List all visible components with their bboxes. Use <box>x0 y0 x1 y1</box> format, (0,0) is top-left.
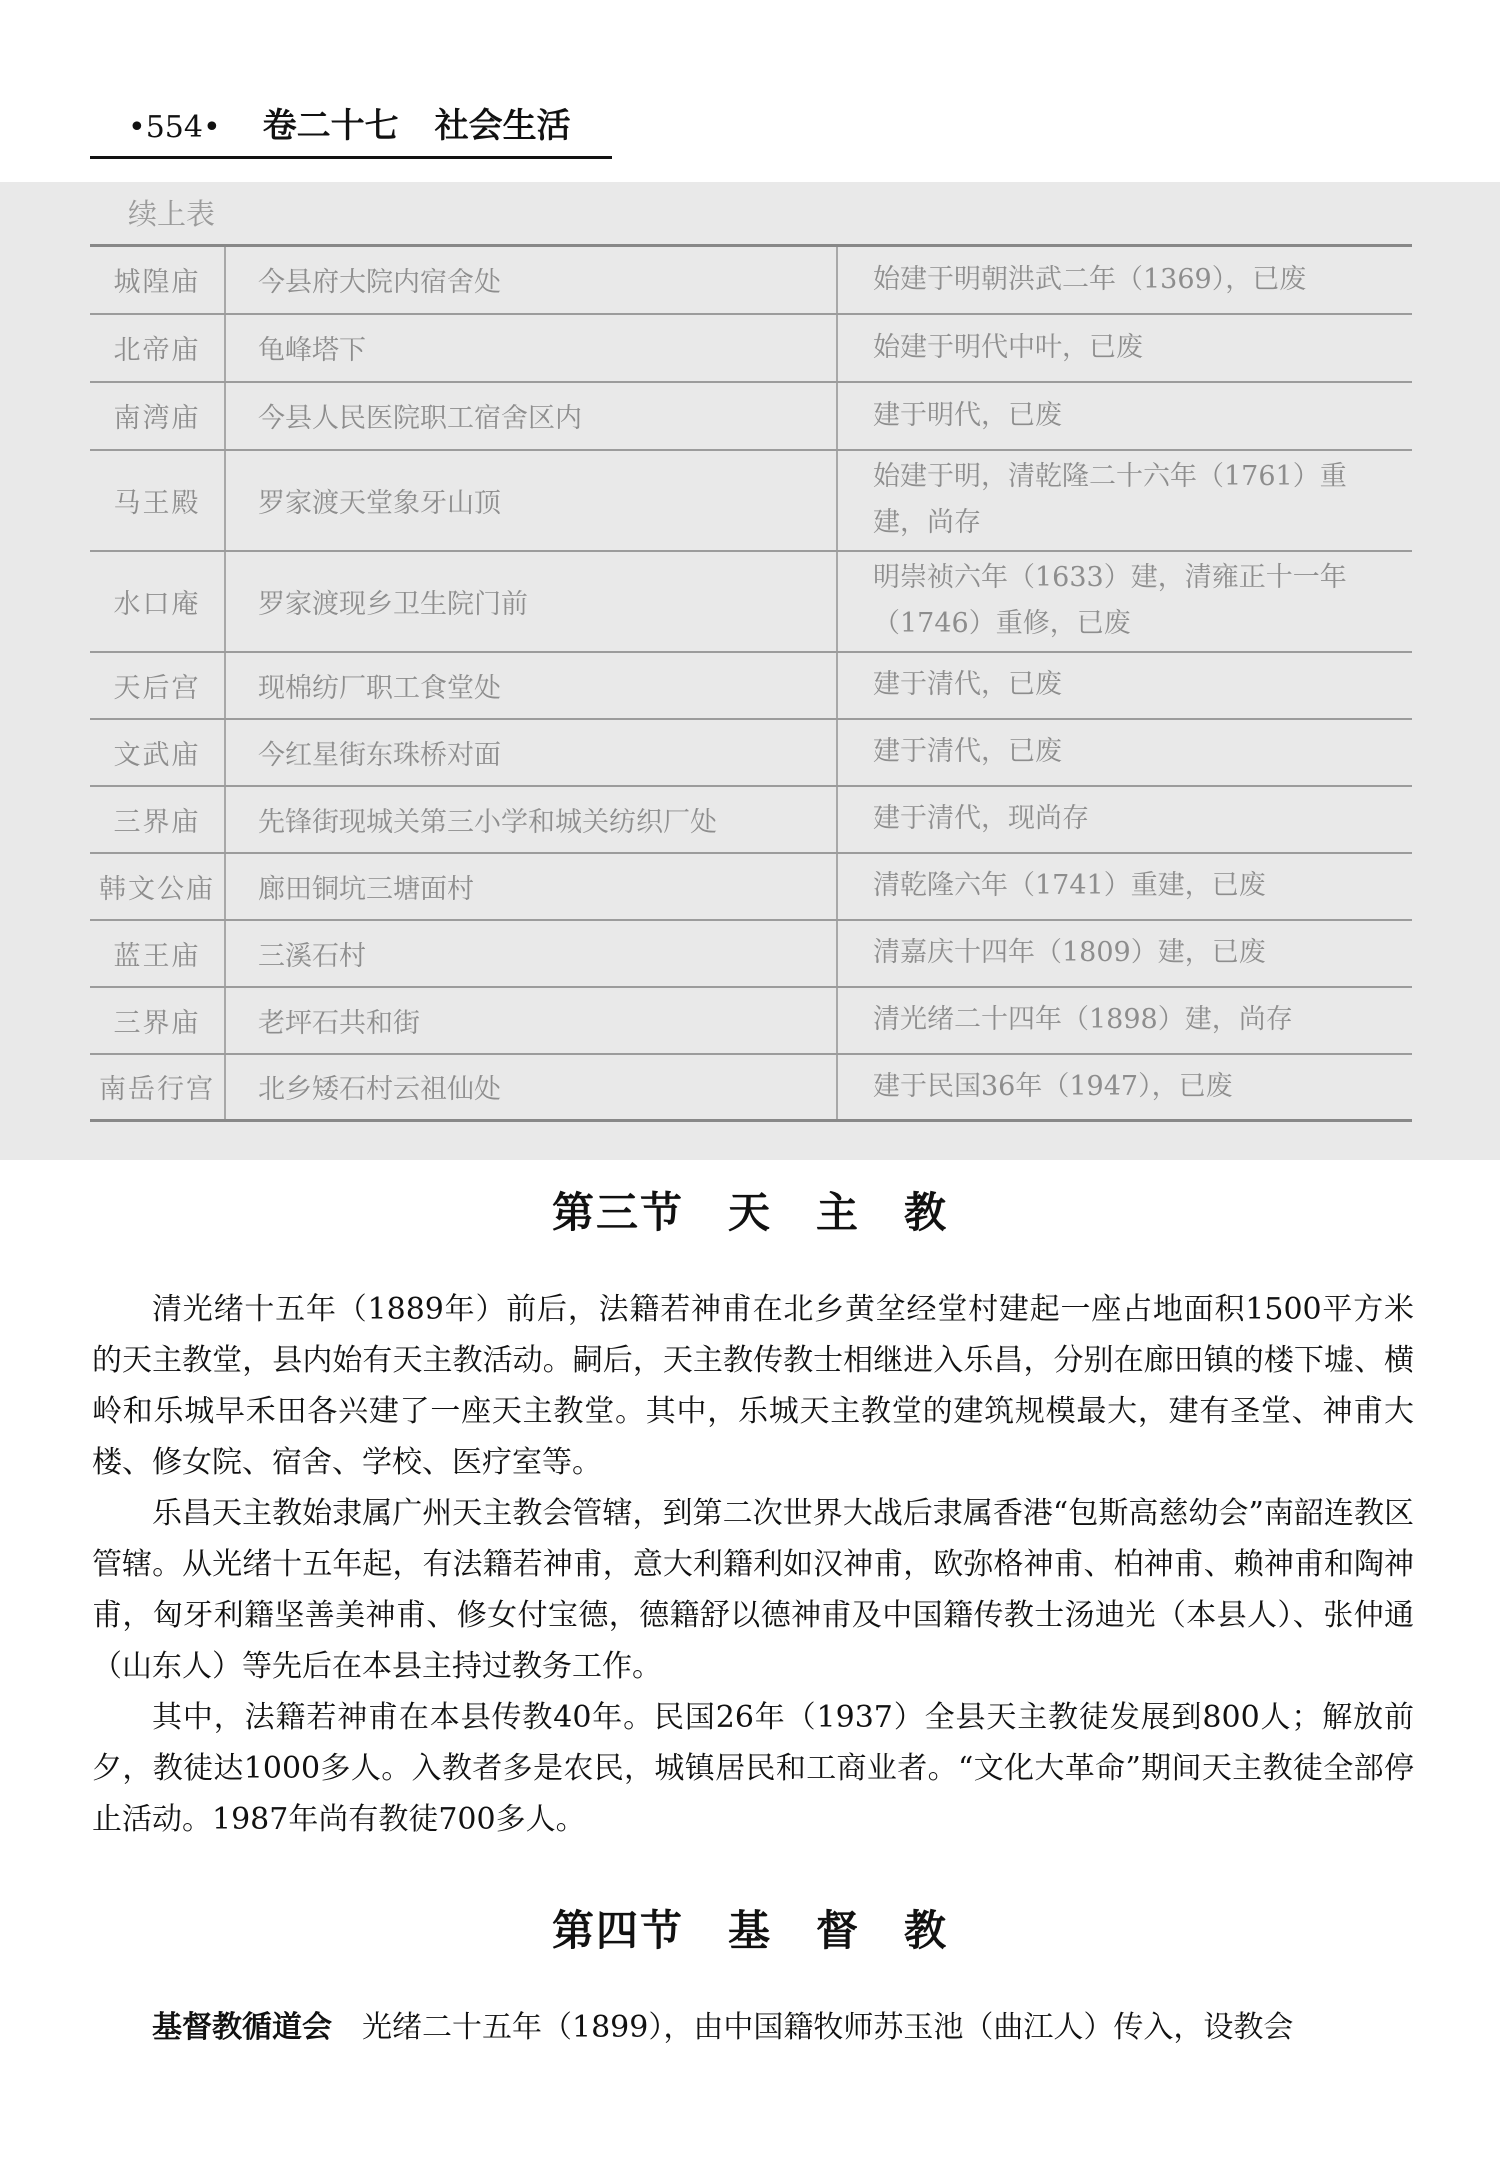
temple-note: 始建于明朝洪武二年（1369），已废 <box>837 246 1412 314</box>
temple-note: 建于清代，现尚存 <box>837 786 1412 853</box>
table-row <box>90 246 1412 314</box>
continuation-label: 续上表 <box>128 197 216 231</box>
paragraph <box>92 2002 1414 2053</box>
table-row <box>90 382 1412 450</box>
temple-name: 马王殿 <box>90 450 225 551</box>
table-row <box>90 786 1412 853</box>
temple-note: 清乾隆六年（1741）重建，已废 <box>837 853 1412 920</box>
section-title: 社会生活 <box>434 106 571 146</box>
table-row <box>90 987 1412 1054</box>
temple-name: 韩文公庙 <box>90 853 225 920</box>
temple-note: 始建于明代中叶，已废 <box>837 314 1412 382</box>
temple-name: 南湾庙 <box>90 382 225 450</box>
table-row <box>90 314 1412 382</box>
temple-note: 建于民国36年（1947），已废 <box>837 1054 1412 1121</box>
table-row <box>90 450 1412 551</box>
temple-note: 清光绪二十四年（1898）建，尚存 <box>837 987 1412 1054</box>
christianity-body <box>92 2002 1414 2053</box>
temple-note: 建于明代，已废 <box>837 382 1412 450</box>
volume-title: 卷二十七 <box>262 106 399 146</box>
temple-name: 天后宫 <box>90 652 225 719</box>
temple-location: 今县府大院内宿舍处 <box>225 246 837 314</box>
temple-name: 南岳行宫 <box>90 1054 225 1121</box>
table-row <box>90 1054 1412 1121</box>
table-row <box>90 853 1412 920</box>
temple-location: 先锋街现城关第三小学和城关纺织厂处 <box>225 786 837 853</box>
paragraph-text: 光绪二十五年（1899），由中国籍牧师苏玉池（曲江人）传入，设教会 <box>332 2010 1294 2045</box>
table-row <box>90 652 1412 719</box>
temple-name: 水口庵 <box>90 551 225 652</box>
temple-location: 廊田铜坑三塘面村 <box>225 853 837 920</box>
temple-location: 现棉纺厂职工食堂处 <box>225 652 837 719</box>
temple-name: 北帝庙 <box>90 314 225 382</box>
paragraph: 乐昌天主教始隶属广州天主教会管辖，到第二次世界大战后隶属香港“包斯高慈幼会”南韶连教区管辖。从光绪十五年起，有法籍若神甫，意大利籍利如汉神甫，欧弥格神甫、柏神甫、赖神甫和陶神甫，匈牙利籍坚善美神甫、修女付宝德，德籍舒以德神甫及中国籍传教士汤迪光（本县人）、张仲通（山东人）等先后在本县主持过教务工作。 <box>92 1496 1414 1684</box>
temple-name: 三界庙 <box>90 987 225 1054</box>
table-row <box>90 719 1412 786</box>
temple-note: 建于清代，已废 <box>837 652 1412 719</box>
temple-location: 三溪石村 <box>225 920 837 987</box>
denomination-term: 基督教循道会 <box>152 2010 332 2045</box>
temple-name: 三界庙 <box>90 786 225 853</box>
table-row <box>90 551 1412 652</box>
temple-note: 明崇祯六年（1633）建，清雍正十一年（1746）重修，已废 <box>837 551 1412 652</box>
temple-location: 今县人民医院职工宿舍区内 <box>225 382 837 450</box>
table-row <box>90 920 1412 987</box>
section-heading-christianity: 第四节 基 督 教 <box>551 1906 948 1955</box>
paragraph: 其中，法籍若神甫在本县传教40年。民国26年（1937）全县天主教徒发展到800人；解放前夕，教徒达1000多人。入教者多是农民，城镇居民和工商业者。“文化大革命”期间天主教徒全部停止活动。1987年尚有教徒700多人。 <box>92 1700 1414 1837</box>
temple-name: 城隍庙 <box>90 246 225 314</box>
temple-location: 罗家渡现乡卫生院门前 <box>225 551 837 652</box>
catholicism-body <box>92 1284 1414 1845</box>
temple-location: 今红星街东珠桥对面 <box>225 719 837 786</box>
temple-note: 始建于明，清乾隆二十六年（1761）重建，尚存 <box>837 450 1412 551</box>
temple-location: 罗家渡天堂象牙山顶 <box>225 450 837 551</box>
temple-note: 建于清代，已废 <box>837 719 1412 786</box>
temple-name: 蓝王庙 <box>90 920 225 987</box>
section-heading-catholicism: 第三节 天 主 教 <box>551 1188 948 1237</box>
page-number: •554• <box>128 110 221 145</box>
temple-note: 清嘉庆十四年（1809）建，已废 <box>837 920 1412 987</box>
temple-location: 龟峰塔下 <box>225 314 837 382</box>
temple-table <box>90 244 1412 1122</box>
paragraph: 清光绪十五年（1889年）前后，法籍若神甫在北乡黄坌经堂村建起一座占地面积1500平方米的天主教堂，县内始有天主教活动。嗣后，天主教传教士相继进入乐昌，分别在廊田镇的楼下墟、横岭和乐城早禾田各兴建了一座天主教堂。其中，乐城天主教堂的建筑规模最大，建有圣堂、神甫大楼、修女院、宿舍、学校、医疗室等。 <box>92 1292 1414 1480</box>
temple-name: 文武庙 <box>90 719 225 786</box>
temple-location: 北乡矮石村云祖仙处 <box>225 1054 837 1121</box>
page-header <box>90 104 612 159</box>
temple-location: 老坪石共和街 <box>225 987 837 1054</box>
